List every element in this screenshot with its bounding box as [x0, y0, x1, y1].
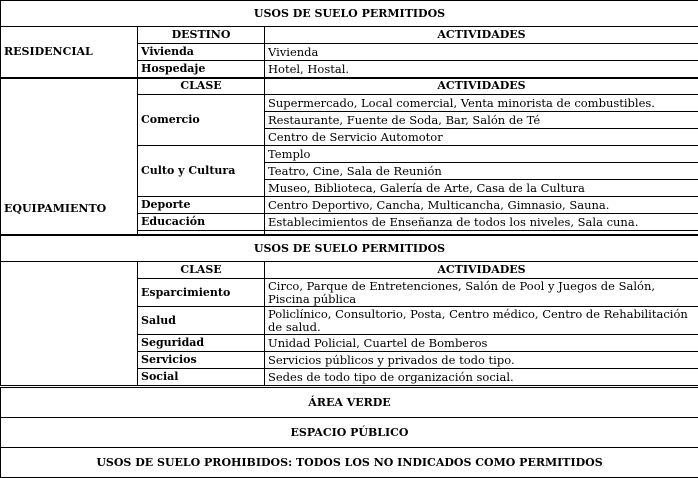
- actividades-header: ACTIVIDADES: [265, 27, 698, 44]
- clase-deporte: Deporte: [138, 197, 265, 214]
- table-title: USOS DE SUELO PERMITIDOS: [1, 1, 698, 27]
- clase-header: CLASE: [138, 78, 265, 95]
- clase-esparcimiento: Esparcimiento: [138, 279, 265, 307]
- actividades-header-3: ACTIVIDADES: [265, 262, 698, 279]
- clase-header-3: CLASE: [138, 262, 265, 279]
- clase-culto-cultura: Culto y Cultura: [138, 146, 265, 197]
- destino-header: DESTINO: [138, 27, 265, 44]
- area-verde-row: ÁREA VERDE: [1, 388, 698, 418]
- actividad-social: Sedes de todo tipo de organización social.: [265, 369, 698, 386]
- clase-social: Social: [138, 369, 265, 386]
- actividad-salud: Policlínico, Consultorio, Posta, Centro médico, Centro de Rehabilitación de salud.: [265, 307, 698, 335]
- clase-servicios: Servicios: [138, 352, 265, 369]
- prohibidos-row: USOS DE SUELO PROHIBIDOS: TODOS LOS NO INDICADOS COMO PERMITIDOS: [1, 448, 698, 478]
- clase-salud: Salud: [138, 307, 265, 335]
- actividad-servicios: Servicios públicos y privados de todo tipo.: [265, 352, 698, 369]
- footer-table: [0, 387, 698, 478]
- actividad-educacion: Establecimientos de Enseñanza de todos los niveles, Sala cuna.: [265, 214, 698, 231]
- actividades-header-2: ACTIVIDADES: [265, 78, 698, 95]
- clase-seguridad: Seguridad: [138, 335, 265, 352]
- residencial-label: RESIDENCIAL: [1, 27, 138, 78]
- actividad-comercio-3: Centro de Servicio Automotor: [265, 129, 698, 146]
- actividad-culto-2: Teatro, Cine, Sala de Reunión: [265, 163, 698, 180]
- actividad-culto-3: Museo, Biblioteca, Galería de Arte, Casa de la Cultura: [265, 180, 698, 197]
- actividad-deporte: Centro Deportivo, Cancha, Multicancha, Gimnasio, Sauna.: [265, 197, 698, 214]
- espacio-publico-row: ESPACIO PÚBLICO: [1, 418, 698, 448]
- permitted-uses-table-part-1: [0, 0, 698, 235]
- actividad-hospedaje: Hotel, Hostal.: [265, 61, 698, 78]
- clase-comercio: Comercio: [138, 95, 265, 146]
- table-title-2: USOS DE SUELO PERMITIDOS: [1, 236, 698, 262]
- destino-vivienda: Vivienda: [138, 44, 265, 61]
- clase-educacion: Educación: [138, 214, 265, 231]
- actividad-esparcimiento: Circo, Parque de Entretenciones, Salón de Pool y Juegos de Salón, Piscina pública: [265, 279, 698, 307]
- actividad-culto-1: Templo: [265, 146, 698, 163]
- equipamiento-label: EQUIPAMIENTO: [1, 78, 138, 235]
- actividad-comercio-2: Restaurante, Fuente de Soda, Bar, Salón de Té: [265, 112, 698, 129]
- destino-hospedaje: Hospedaje: [138, 61, 265, 78]
- permitted-uses-table-part-2: [0, 235, 698, 386]
- spacer-cell: [265, 231, 698, 235]
- actividad-comercio-1: Supermercado, Local comercial, Venta minorista de combustibles.: [265, 95, 698, 112]
- equipamiento-blank-cell: [1, 262, 138, 386]
- spacer-cell: [138, 231, 265, 235]
- actividad-seguridad: Unidad Policial, Cuartel de Bomberos: [265, 335, 698, 352]
- actividad-vivienda: Vivienda: [265, 44, 698, 61]
